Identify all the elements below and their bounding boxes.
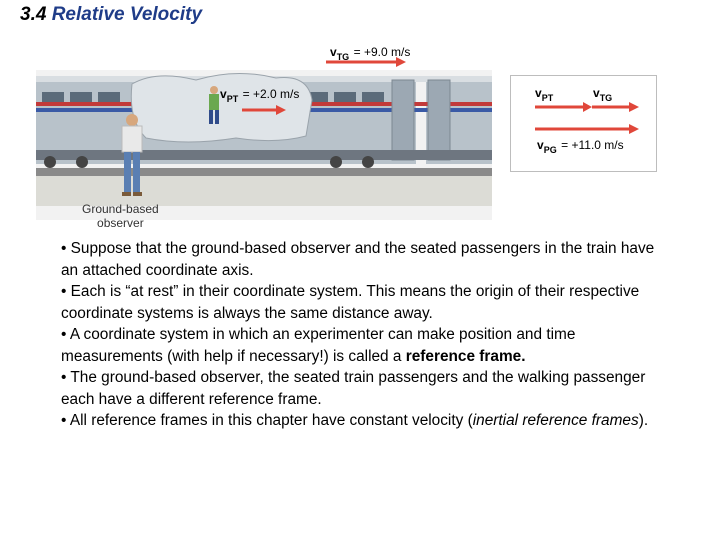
bullet-3: • A coordinate system in which an experimenter can make position and time measurements (with help if necessary!) is called a reference frame. <box>61 326 576 365</box>
panel-arrows <box>511 76 656 171</box>
cutaway-interior <box>131 73 312 142</box>
vector-addition-panel <box>510 75 657 172</box>
bullet-4: • The ground-based observer, the seated train passengers and the walking passenger each have a different reference frame. <box>61 369 646 408</box>
bullet-1: • Suppose that the ground-based observer and the seated passengers in the train have an attached coordinate axis. <box>61 240 655 279</box>
v-tg-label: $v_{TG} = +9.0$ m/s <box>330 45 411 63</box>
observer-caption: Ground-based observer <box>82 202 159 230</box>
title-text: Relative Velocity <box>51 4 203 25</box>
inertial-term: inertial reference frames <box>472 412 639 429</box>
v-pt-label: $v_{PT} = +2.0$ m/s <box>220 87 300 105</box>
bullet-5: • All reference frames in this chapter have constant velocity (inertial reference frames). <box>61 412 649 429</box>
panel-pg-label: $v_{PG} = +11.0$ m/s <box>537 138 624 156</box>
train-figure <box>36 40 492 236</box>
section-number: 3.4 <box>20 4 47 25</box>
bullet-2: • Each is “at rest” in their coordinate system. This means the origin of their respective coordinate systems is always the same distance away. <box>61 283 640 322</box>
panel-tg-label: $v_{TG}$ <box>593 86 613 104</box>
reference-frame-term: reference frame. <box>405 347 526 365</box>
panel-pt-label: $v_{PT}$ <box>535 86 554 104</box>
slide-title <box>20 4 202 26</box>
bullet-text <box>61 238 661 432</box>
